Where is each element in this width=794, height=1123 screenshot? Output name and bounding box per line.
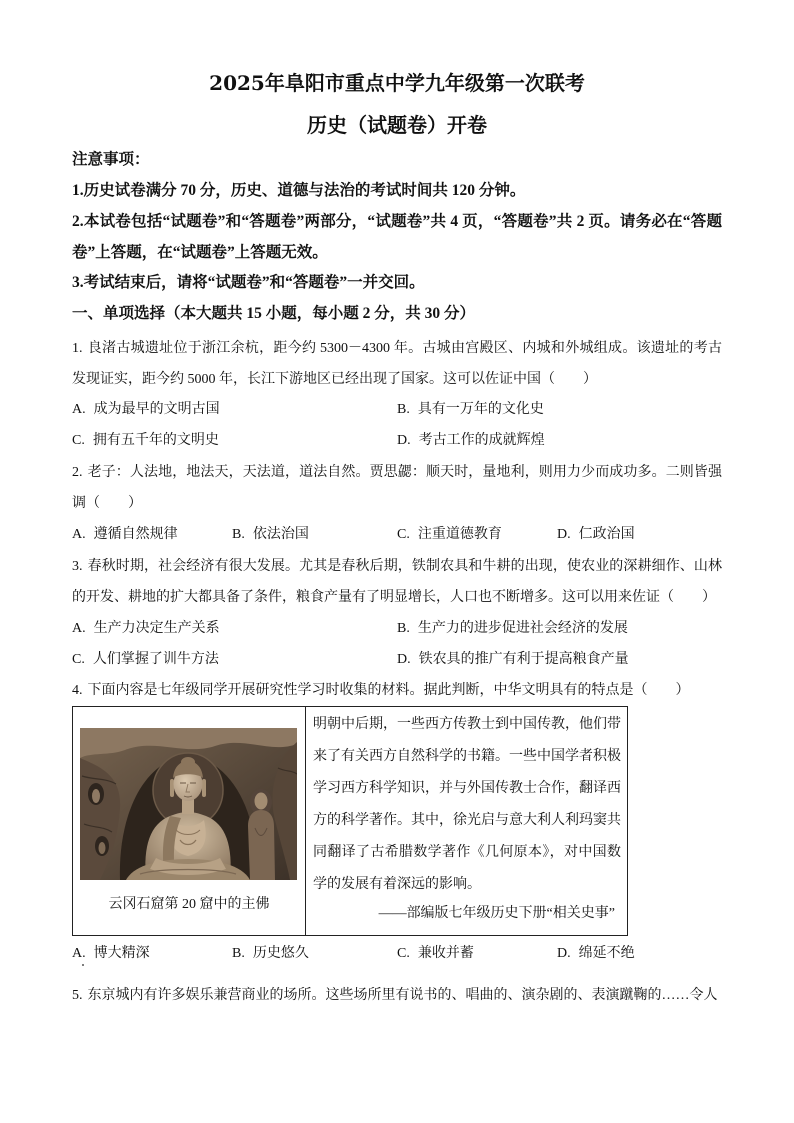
option-text: 博大精深 xyxy=(93,946,150,961)
option-key: A. xyxy=(72,946,86,961)
question-2-stem xyxy=(72,457,722,519)
option-text: 生产力决定生产关系 xyxy=(93,621,220,636)
question-1-option-a xyxy=(72,394,220,425)
option-key: A. xyxy=(72,621,86,636)
question-1-stem xyxy=(72,333,722,395)
option-text: 人们掌握了训牛方法 xyxy=(92,652,219,667)
question-2-option-b xyxy=(232,519,309,550)
stray-mark xyxy=(82,964,84,966)
question-5-stem xyxy=(72,980,722,1011)
section-heading: 一、单项选择（本大题共 15 小题，每小题 2 分，共 30 分） xyxy=(72,305,476,322)
question-text: 下面内容是七年级同学开展研究性学习时收集的材料。据此判断，中华文明具有的特点是（ ） xyxy=(87,683,690,698)
option-text: 仁政治国 xyxy=(578,527,635,542)
question-4-option-d xyxy=(557,938,635,969)
option-key: D. xyxy=(557,527,571,542)
option-key: D. xyxy=(397,433,411,448)
question-3-option-c xyxy=(72,644,219,675)
option-key: A. xyxy=(72,402,86,417)
question-number: 2. xyxy=(72,465,83,480)
question-1-option-c xyxy=(72,425,219,456)
option-key: B. xyxy=(397,402,410,417)
attendant-statue xyxy=(248,789,275,880)
question-3-option-a xyxy=(72,613,220,644)
option-text: 绵延不绝 xyxy=(578,946,635,961)
question-1-option-d xyxy=(397,425,545,456)
question-number: 1. xyxy=(72,341,83,356)
question-3-stem xyxy=(72,551,722,613)
question-4-option-b xyxy=(232,938,309,969)
option-text: 兼收并蓄 xyxy=(417,946,474,961)
material-image-cell xyxy=(73,707,306,935)
option-text: 考古工作的成就辉煌 xyxy=(418,433,545,448)
exam-title: 2025年阜阳市重点中学九年级第一次联考 xyxy=(209,71,585,95)
notice-item-1: 1.历史试卷满分 70 分，历史、道德与法治的考试时间共 120 分钟。 xyxy=(72,182,526,199)
option-key: B. xyxy=(232,527,245,542)
option-text: 成为最早的文明古国 xyxy=(93,402,220,417)
notice-item-2: 2.本试卷包括“试题卷”和“答题卷”两部分，“试题卷”共 4 页，“答题卷”共 2 页。请务必在“答题卷”上答题，在“试题卷”上答题无效。 xyxy=(72,213,722,261)
option-text: 遵循自然规律 xyxy=(93,527,178,542)
option-key: C. xyxy=(72,433,85,448)
option-text: 铁农具的推广有利于提高粮食产量 xyxy=(418,652,629,667)
question-1-option-b xyxy=(397,394,544,425)
question-text: 良渚古城遗址位于浙江余杭，距今约 5300－4300 年。古城由宫殿区、内城和外城组成。该遗址的考古发现证实，距今约 5000 年，长江下游地区已经出现了国家。这可以佐证中国（ ） xyxy=(72,341,722,387)
option-key: C. xyxy=(397,527,410,542)
material-text-cell xyxy=(306,707,627,935)
option-text: 历史悠久 xyxy=(252,946,309,961)
question-2-option-d xyxy=(557,519,635,550)
question-3-option-b xyxy=(397,613,628,644)
question-text: 东京城内有许多娱乐兼营商业的场所。这些场所里有说书的、唱曲的、演杂剧的、表演蹴鞠的……令人 xyxy=(87,988,718,1003)
notice-heading: 注意事项： xyxy=(72,151,150,168)
question-3-option-d xyxy=(397,644,629,675)
image-caption: 云冈石窟第 20 窟中的主佛 xyxy=(108,897,270,912)
material-source: ——部编版七年级历史下册“相关史事” xyxy=(378,906,615,921)
option-key: A. xyxy=(72,527,86,542)
option-text: 具有一万年的文化史 xyxy=(417,402,544,417)
question-text: 老子：人法地，地法天，天法道，道法自然。贾思勰：顺天时，量地利，则用力少而成功多。二则皆强调（ ） xyxy=(72,465,722,511)
option-key: B. xyxy=(232,946,245,961)
option-text: 注重道德教育 xyxy=(417,527,502,542)
question-2-option-c xyxy=(397,519,502,550)
question-4-option-c xyxy=(397,938,474,969)
question-text: 春秋时期，社会经济有很大发展。尤其是春秋后期，铁制农具和牛耕的出现，使农业的深耕细作、山林的开发、耕地的扩大都具备了条件，粮食产量有了明显增长，人口也不断增多。这可以用来佐证（ ） xyxy=(72,559,722,605)
option-text: 拥有五千年的文明史 xyxy=(92,433,219,448)
material-text: 明朝中后期，一些西方传教士到中国传教，他们带来了有关西方自然科学的书籍。一些中国学者积极学习西方科学知识，并与外国传教士合作，翻译西方的科学著作。其中，徐光启与意大利人利玛窦共同翻译了古希腊数学著作《几何原本》，对中国数学的发展有着深远的影响。 xyxy=(313,717,621,892)
question-number: 5. xyxy=(72,988,83,1003)
question-number: 3. xyxy=(72,559,83,574)
question-4-material-table xyxy=(72,706,628,936)
question-2-option-a xyxy=(72,519,178,550)
option-key: D. xyxy=(557,946,571,961)
yungang-buddha-photo xyxy=(80,728,297,880)
option-text: 生产力的进步促进社会经济的发展 xyxy=(417,621,628,636)
exam-subtitle: 历史（试题卷）开卷 xyxy=(307,113,487,137)
question-4-stem xyxy=(72,675,722,706)
option-text: 依法治国 xyxy=(252,527,309,542)
option-key: C. xyxy=(72,652,85,667)
notice-item-3: 3.考试结束后，请将“试题卷”和“答题卷”一并交回。 xyxy=(72,274,425,291)
option-key: B. xyxy=(397,621,410,636)
question-number: 4. xyxy=(72,683,83,698)
option-key: C. xyxy=(397,946,410,961)
option-key: D. xyxy=(397,652,411,667)
